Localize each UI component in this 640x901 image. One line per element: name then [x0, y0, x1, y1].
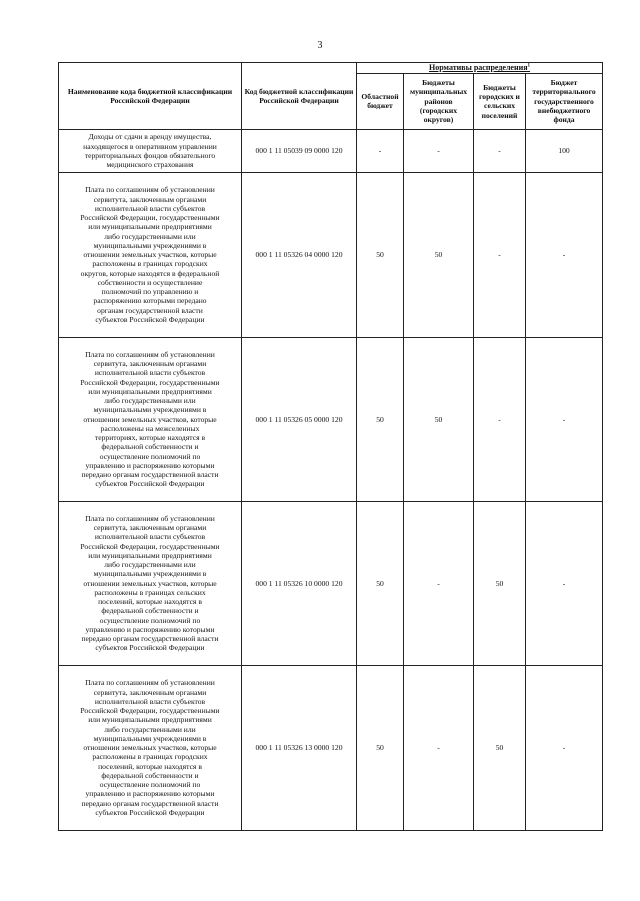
table-row — [59, 501, 603, 665]
row-name: Плата по соглашениям об установлении сервитута, заключенным органами исполнительной власти субъектов Российской Федерации, государственными или муниципальными предприятиями либо государственными или муниципальными учреждениями в отношении земельных участков, которые расположены на межселенных территориях, которые находятся в федеральной собственности и осуществление полномочий по управлению и распоряжению которыми передано органам государственной власти субъектов Российской Федерации — [59, 337, 242, 501]
row-municipal: - — [404, 129, 474, 172]
row-settlements: - — [474, 172, 526, 337]
row-regional: - — [357, 129, 404, 172]
row-regional: 50 — [357, 665, 404, 830]
row-settlements: - — [474, 337, 526, 501]
header-regional: Областной бюджет — [357, 73, 404, 129]
row-fund: 100 — [526, 129, 603, 172]
footnote-marker: 1 — [527, 63, 531, 69]
row-regional: 50 — [357, 172, 404, 337]
row-fund: - — [526, 501, 603, 665]
row-municipal: 50 — [404, 172, 474, 337]
row-regional: 50 — [357, 337, 404, 501]
row-name: Плата по соглашениям об установлении сервитута, заключенным органами исполнительной власти субъектов Российской Федерации, государственными или муниципальными предприятиями либо государственными или муниципальными учреждениями в отношении земельных участков, которые расположены в границах сельских поселений, которые находятся в федеральной собственности и осуществление полномочий по управлению и распоряжению которыми передано органам государственной власти субъектов Российской Федерации — [59, 501, 242, 665]
row-municipal: 50 — [404, 337, 474, 501]
table-row — [59, 337, 603, 501]
row-regional: 50 — [357, 501, 404, 665]
budget-distribution-table — [58, 62, 603, 831]
page-number: 3 — [317, 40, 323, 51]
header-fund: Бюджет территориального государственного внебюджетного фонда — [526, 73, 603, 129]
row-name: Плата по соглашениям об установлении сервитута, заключенным органами исполнительной власти субъектов Российской Федерации, государственными или муниципальными предприятиями либо государственными или муниципальными учреждениями в отношении земельных участков, которые расположены в границах городских поселений, которые находятся в федеральной собственности и осуществление полномочий по управлению и распоряжению которыми передано органам государственной власти субъектов Российской Федерации — [59, 665, 242, 830]
row-fund: - — [526, 172, 603, 337]
header-name: Наименование кода бюджетной классификации Российской Федерации — [59, 63, 242, 130]
row-name: Плата по соглашениям об установлении сервитута, заключенным органами исполнительной власти субъектов Российской Федерации, государственными или муниципальными предприятиями либо государственными или муниципальными учреждениями в отношении земельных участков, которые расположены в границах городских округов, которые находятся в федеральной собственности и осуществление полномочий по управлению и распоряжению которыми передано органам государственной власти субъектов Российской Федерации — [59, 172, 242, 337]
header-group-label: Нормативы распределения — [429, 63, 528, 72]
header-code: Код бюджетной классификации Российской Федерации — [242, 63, 357, 130]
row-fund: - — [526, 665, 603, 830]
header-settlements: Бюджеты городских и сельских поселений — [474, 73, 526, 129]
row-fund: - — [526, 337, 603, 501]
table-row — [59, 129, 603, 172]
row-settlements: - — [474, 129, 526, 172]
row-code: 000 1 11 05326 10 0000 120 — [242, 501, 357, 665]
row-code: 000 1 11 05039 09 0000 120 — [242, 129, 357, 172]
row-code: 000 1 11 05326 13 0000 120 — [242, 665, 357, 830]
table-row — [59, 665, 603, 830]
row-municipal: - — [404, 665, 474, 830]
row-settlements: 50 — [474, 665, 526, 830]
table-row — [59, 172, 603, 337]
row-code: 000 1 11 05326 04 0000 120 — [242, 172, 357, 337]
row-name: Доходы от сдачи в аренду имущества, находящегося в оперативном управлении территориальных фондов обязательного медицинского страхования — [59, 129, 242, 172]
header-group — [357, 63, 603, 74]
row-municipal: - — [404, 501, 474, 665]
row-settlements: 50 — [474, 501, 526, 665]
table-header — [59, 63, 603, 130]
header-municipal: Бюджеты муниципальных районов (городских округов) — [404, 73, 474, 129]
row-code: 000 1 11 05326 05 0000 120 — [242, 337, 357, 501]
